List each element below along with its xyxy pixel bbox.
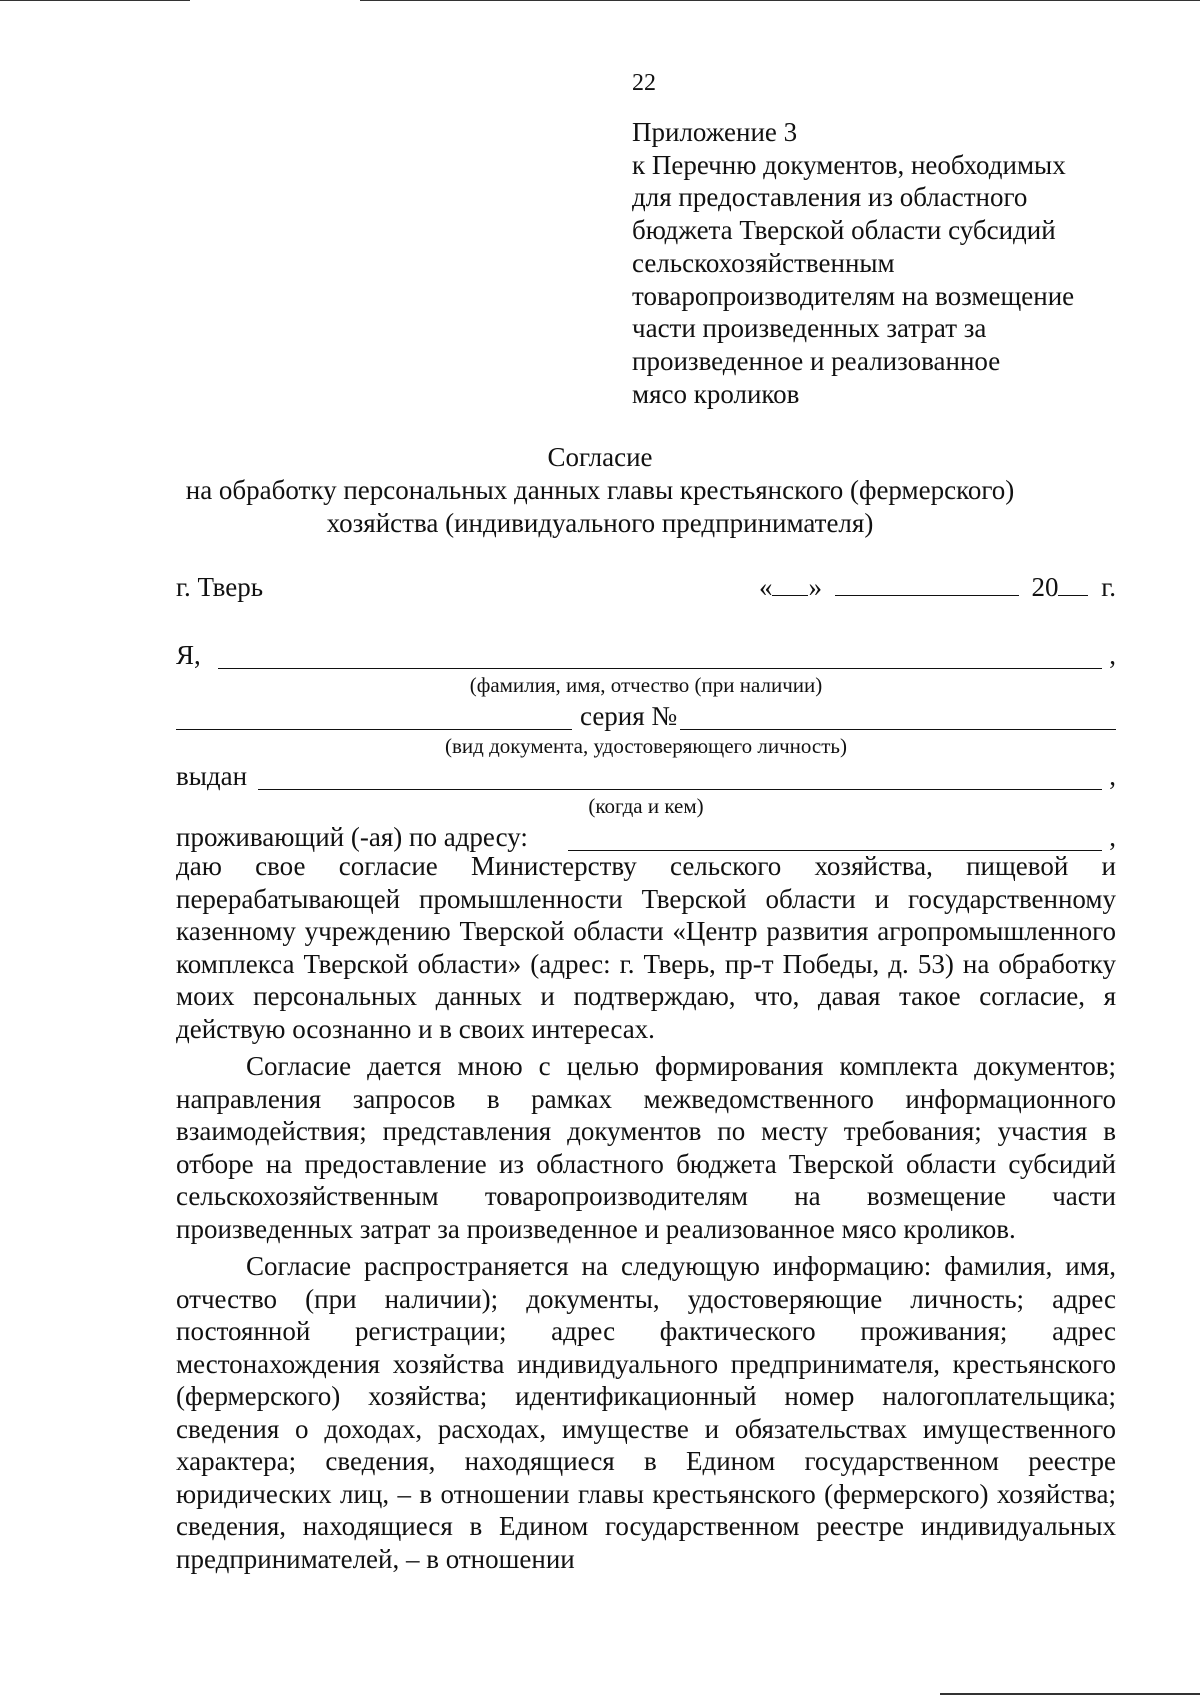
issued-input-line[interactable] [258,761,1102,790]
appendix-header [632,116,1132,410]
document-type-line[interactable] [176,701,572,730]
day-blank[interactable] [772,573,808,596]
place-city: г. Тверь [176,572,264,602]
fio-caption: (фамилия, имя, отчество (при наличии) [469,673,823,697]
crop-mark-top-left [0,0,190,1]
i-label: Я, [176,640,201,670]
date-field[interactable] [759,572,1116,603]
document-caption: (вид документа, удостоверяющего личность) [444,734,847,758]
consent-body [176,850,1116,1580]
fio-input-line[interactable] [218,640,1102,669]
year-prefix: 20 [1031,572,1059,602]
comma: , [1109,640,1116,670]
comma: , [1109,822,1116,852]
fio-row [176,640,1116,674]
address-input-line[interactable] [568,822,1102,851]
appendix-line: произведенное и реализованное [632,345,1001,376]
issued-label: выдан [176,761,248,791]
year-blank[interactable] [1058,573,1088,596]
issued-row [176,761,1116,795]
address-label: проживающий (-ая) по адресу: [176,822,528,852]
month-blank[interactable] [835,573,1019,596]
date-open-quote: « [758,572,773,602]
series-number-line[interactable] [680,701,1116,730]
appendix-line: мясо кроликов [632,378,800,409]
appendix-line: бюджета Тверской области субсидий [632,215,1056,246]
crop-mark-top-right [360,0,1200,1]
document-row [176,701,1116,735]
appendix-line: Приложение 3 [632,117,798,147]
series-label: серия № [580,701,678,731]
comma: , [1109,761,1116,791]
appendix-line: к Перечню документов, необходимых [632,149,1066,180]
page-number: 22 [632,70,656,96]
paragraph-consent-given: даю свое согласие Министерству сельского хозяйства, пищевой и перерабатывающей промышленности Тверской области и государственному казенному учреждению Тверской области «Центр развития агропромышленного комплекса Тверской области» (адрес: г. Тверь, пр-т Победы, д. 53) на обработку моих персональных данных и подтверждаю, что, давая такое согласие, я действую осознанно и в своих интересах. [176,851,1116,1044]
appendix-line: сельскохозяйственным [632,247,895,278]
year-suffix: г. [1101,572,1116,602]
appendix-line: товаропроизводителям на возмещение [632,280,1075,311]
date-close-quote: » [808,572,822,602]
title-line-1: Согласие [547,442,653,472]
paragraph-purpose: Согласие дается мною с целью формирования комплекта документов; направления запросов в рамках межведомственного информационного взаимодействия; представления документов по месту требования; участия в отборе на предоставление из областного бюджета Тверской области субсидий сельскохозяйственным товаропроизводителям на возмещение части произведенных затрат за произведенное и реализованное мясо кроликов. [176,1051,1116,1244]
issued-caption: (когда и кем) [588,794,704,818]
appendix-line: для предоставления из областного [632,182,1028,213]
appendix-line: части произведенных затрат за [632,313,987,344]
paragraph-scope: Согласие распространяется на следующую информацию: фамилия, имя, отчество (при наличии); документы, удостоверяющие личность; адрес постоянной регистрации; адрес фактического проживания; адрес местонахождения хозяйства индивидуального предпринимателя, крестьянского (фермерского) хозяйства; идентификационный номер налогоплательщика; сведения о доходах, расходах, имуществе и обязательствах имущественного характера; сведения, находящиеся в Едином государственном реестре юридических лиц, – в отношении главы крестьянского (фермерского) хозяйства; сведения, находящиеся в Едином государственном реестре индивидуальных предпринимателей, – в отношении [176,1251,1116,1574]
document-title [150,441,1050,540]
title-line-2: на обработку персональных данных главы крестьянского (фермерского) [185,475,1015,505]
title-line-3: хозяйства (индивидуального предпринимателя) [326,508,874,538]
